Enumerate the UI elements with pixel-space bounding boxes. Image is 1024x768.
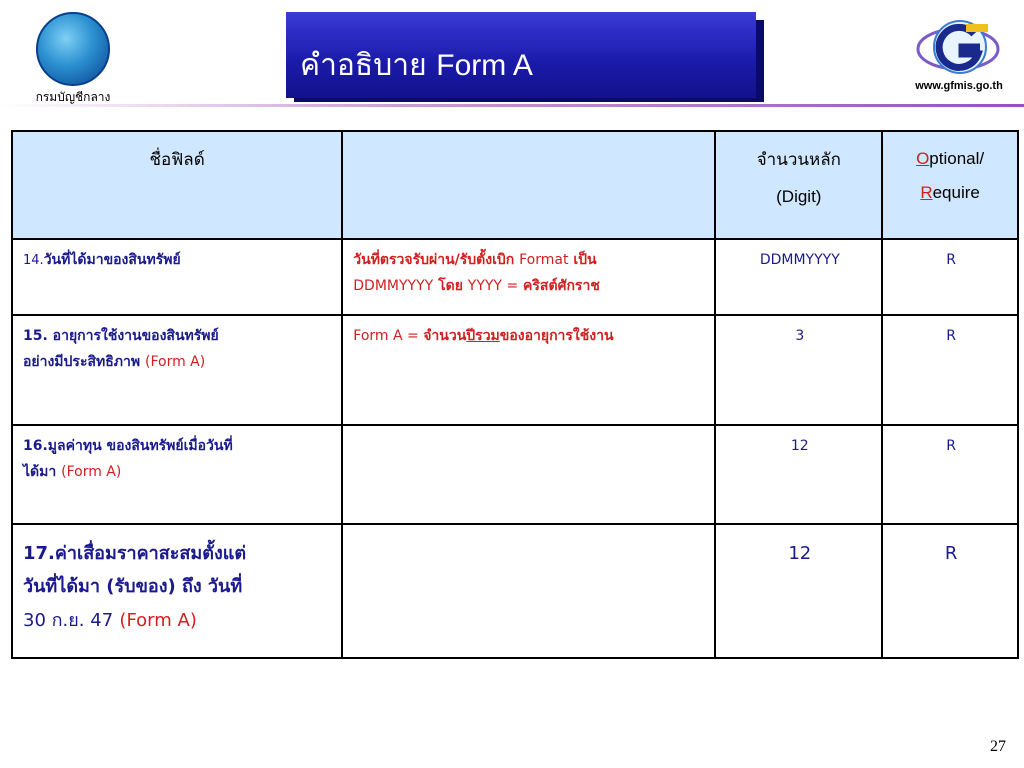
header-digits-latin: (Digit)	[776, 187, 822, 206]
header-opt-letter: O	[916, 149, 930, 168]
description-cell	[342, 239, 715, 315]
field-text: วันที่ได้มาของสินทรัพย์	[43, 252, 181, 268]
header-digits-thai: จำนวนหลัก	[756, 150, 841, 170]
field-number: 14.	[23, 253, 44, 268]
opt-cell: R	[882, 315, 1018, 425]
desc-part: วันที่ตรวจรับผ่าน/รับตั้งเบิก	[353, 252, 515, 268]
desc-part: YYYY =	[467, 277, 519, 294]
digits-cell: DDMMYYYY	[715, 239, 882, 315]
table-row	[12, 425, 1018, 524]
description-cell	[342, 425, 715, 524]
header-req-letter: R	[920, 183, 933, 203]
field-name-cell	[12, 524, 342, 658]
title-latin: Form A	[436, 49, 533, 82]
desc-part: จำนวน	[423, 328, 467, 344]
table-row	[12, 315, 1018, 425]
gfmis-logo	[916, 14, 1000, 84]
opt-cell: R	[882, 524, 1018, 658]
header-divider	[0, 104, 1024, 107]
desc-part: DDMMYYYY	[353, 277, 434, 294]
title-thai: คำอธิบาย	[300, 48, 427, 83]
header-field-name: ชื่อฟิลด์	[12, 131, 342, 239]
opt-cell: R	[882, 239, 1018, 315]
digits-cell: 3	[715, 315, 882, 425]
field-line: 16.มูลค่าทุน ของสินทรัพย์เมื่อวันที่	[23, 438, 233, 454]
field-name-cell	[12, 239, 342, 315]
header-opt-rest: ptional/	[929, 149, 985, 168]
opt-cell: R	[882, 425, 1018, 524]
header-description	[342, 131, 715, 239]
description-cell	[342, 524, 715, 658]
desc-part: ปีรวม	[466, 328, 500, 344]
field-line: ได้มา	[23, 463, 57, 480]
field-form-tag: (Form A)	[144, 353, 206, 370]
table-row	[12, 239, 1018, 315]
description-cell	[342, 315, 715, 425]
desc-part: Format	[519, 252, 569, 268]
field-name-cell	[12, 425, 342, 524]
org-logo	[36, 12, 110, 86]
field-line: อย่างมีประสิทธิภาพ	[23, 353, 141, 370]
website-url: www.gfmis.go.th	[915, 80, 1003, 92]
field-name-cell	[12, 315, 342, 425]
desc-part: โดย	[438, 277, 463, 294]
desc-part: คริสต์ศักราช	[523, 277, 600, 294]
field-form-tag: (Form A)	[61, 463, 122, 480]
header-digits	[715, 131, 882, 239]
desc-part: ของอายุการใช้งาน	[499, 328, 614, 344]
table-header-row	[12, 131, 1018, 239]
field-description-table	[11, 130, 1019, 659]
field-line: 15. อายุการใช้งานของสินทรัพย์	[23, 328, 219, 344]
field-line: 30 ก.ย. 47	[23, 609, 114, 631]
table-row	[12, 524, 1018, 658]
field-form-tag: (Form A)	[119, 609, 197, 631]
digits-cell: 12	[715, 425, 882, 524]
desc-part: Form A =	[353, 328, 419, 344]
field-line: วันที่ได้มา (รับของ) ถึง วันที่	[23, 576, 243, 598]
header-optional-require	[882, 131, 1018, 239]
header-req-rest: equire	[932, 183, 980, 203]
digits-cell: 12	[715, 524, 882, 658]
page-title	[286, 12, 756, 98]
field-line: 17.ค่าเสื่อมราคาสะสมตั้งแต่	[23, 543, 247, 564]
page-number: 27	[990, 738, 1006, 755]
org-caption: กรมบัญชีกลาง	[35, 90, 111, 104]
desc-part: เป็น	[573, 252, 597, 268]
